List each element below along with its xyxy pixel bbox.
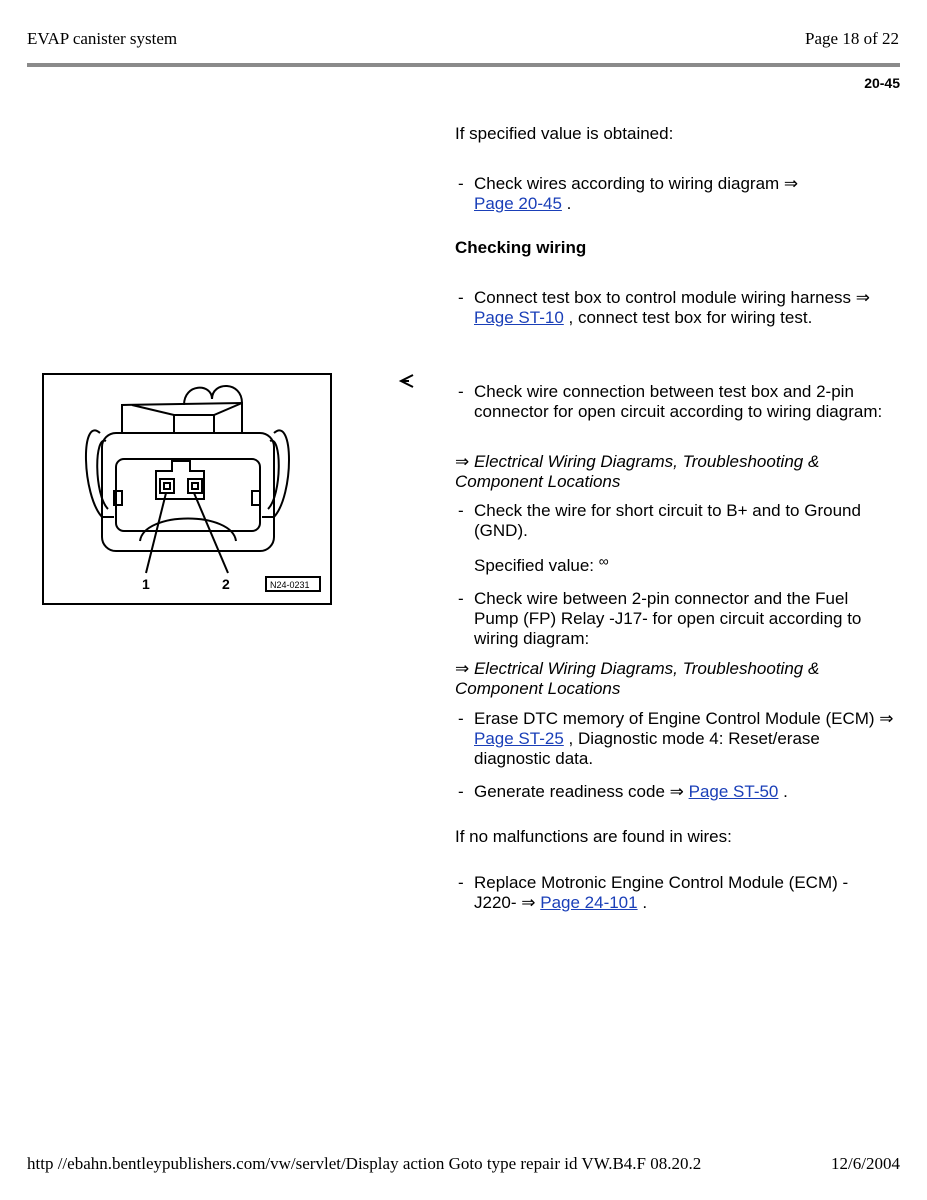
step-text: Check wire connection between test box and 2-pin connector for open circuit according to wiring diagram: [474, 382, 883, 421]
list-item-check-fp-relay [455, 589, 895, 649]
step-end: . [783, 782, 788, 801]
link-page-st-50[interactable]: Page ST-50 [688, 782, 779, 801]
two-pin-connector-illustration [44, 375, 330, 603]
step-end: . [566, 194, 572, 213]
section-heading-checking-wiring: Checking wiring [455, 238, 587, 257]
figure-pointer-icon [398, 372, 416, 395]
list-item-replace-ecm [455, 873, 895, 913]
callout-1: 1 [142, 576, 150, 592]
list-item-check-wires [455, 174, 895, 214]
bullet-dash: - [458, 873, 464, 892]
step-text-cont: , connect test box for wiring test. [568, 308, 813, 327]
bullet-dash: - [458, 288, 464, 307]
connector-figure [42, 373, 332, 605]
list-item-short-circuit [455, 501, 895, 541]
step-text: Check the wire for short circuit to B+ and to Ground (GND). [474, 501, 861, 540]
step-text: Generate readiness code ⇒ [474, 782, 684, 801]
step-text: Check wires according to wiring diagram ⇒ [474, 174, 799, 193]
specified-value [474, 553, 609, 576]
bullet-dash: - [458, 174, 464, 193]
step-text: Check wire between 2-pin connector and the Fuel Pump (FP) Relay -J17- for open circuit according to wiring diagram: [474, 589, 862, 648]
document-title: EVAP canister system [27, 29, 178, 48]
link-page-20-45[interactable]: Page 20-45 [474, 194, 562, 213]
step-text: Connect test box to control module wiring harness ⇒ [474, 288, 870, 307]
callout-2: 2 [222, 576, 230, 592]
section-code: 20-45 [864, 75, 900, 91]
reference-wiring-diagrams-2[interactable]: ⇒ Electrical Wiring Diagrams, Troubleshooting & Component Locations [455, 659, 820, 698]
figure-reference: N24-0231 [270, 580, 310, 590]
paragraph-no-malfunctions: If no malfunctions are found in wires: [455, 827, 732, 846]
bullet-dash: - [458, 382, 464, 401]
step-text: Replace Motronic Engine Control Module (ECM) - J220- ⇒ [474, 873, 849, 912]
step-text: Erase DTC memory of Engine Control Module (ECM) ⇒ [474, 709, 894, 728]
footer-url: http //ebahn.bentleypublishers.com/vw/servlet/Display action Goto type repair id VW.B4.F 08.20.2 [27, 1154, 702, 1173]
page-indicator: Page 18 of 22 [805, 29, 899, 48]
link-page-st-10[interactable]: Page ST-10 [474, 308, 564, 327]
page-footer [27, 1154, 900, 1174]
step-end: . [642, 893, 648, 912]
step-text-cont: , Diagnostic mode 4: Reset/erase diagnostic data. [474, 729, 820, 768]
bullet-dash: - [458, 709, 464, 728]
footer-date: 12/6/2004 [831, 1154, 900, 1173]
bullet-dash: - [458, 589, 464, 608]
link-page-st-25[interactable]: Page ST-25 [474, 729, 564, 748]
link-page-24-101[interactable]: Page 24-101 [540, 893, 638, 912]
bullet-dash: - [458, 782, 464, 801]
list-item-erase-dtc [455, 709, 895, 769]
list-item-check-wire-connection [455, 382, 895, 422]
list-item-readiness-code [455, 782, 895, 802]
bullet-dash: - [458, 501, 464, 520]
list-item-connect-test-box [455, 288, 895, 328]
header-rule [27, 63, 900, 67]
reference-wiring-diagrams-1[interactable]: ⇒ Electrical Wiring Diagrams, Troubleshooting & Component Locations [455, 452, 820, 491]
spec-value: ∞ [598, 553, 609, 569]
paragraph-value-obtained: If specified value is obtained: [455, 124, 674, 143]
spec-label: Specified value: [474, 556, 595, 575]
